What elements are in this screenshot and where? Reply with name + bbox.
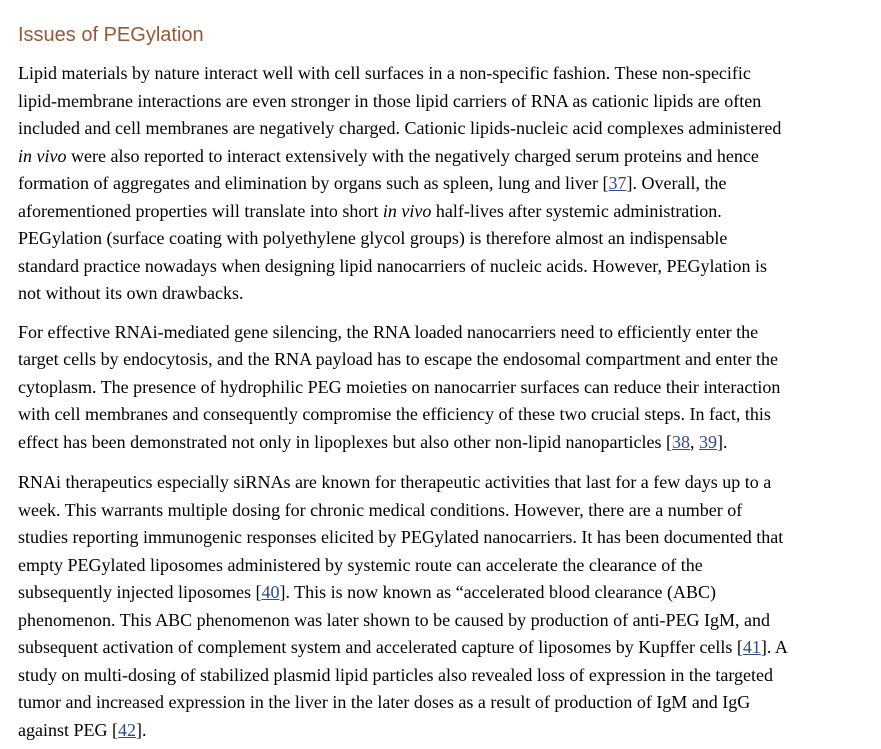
text-run: were also reported to interact extensively with the negatively charged serum proteins and hence — [66, 145, 759, 166]
citation-link-38[interactable]: 38 — [672, 431, 690, 452]
paragraph-3-line-2: week. This warrants multiple dosing for chronic medical conditions. However, there are a number of — [18, 499, 743, 520]
paragraph-1-line-1: Lipid materials by nature interact well with cell surfaces in a non-specific fashion. These non-specific — [18, 63, 751, 83]
paragraph-2-line-4: with cell membranes and consequently compromise the efficiency of these two crucial steps. In fact, this — [18, 404, 771, 424]
paragraph-2-line-2: target cells by endocytosis, and the RNA payload has to escape the endosomal compartment and enter the — [18, 349, 778, 369]
paragraph-1-line-2: lipid-membrane interactions are even stronger in those lipid carriers of RNA as cationic lipids are often — [18, 90, 762, 111]
paragraph-2-line-1: For effective RNAi-mediated gene silencing, the RNA loaded nanocarriers need to efficiently enter the — [18, 321, 759, 342]
citation-link-37[interactable]: 37 — [608, 173, 627, 193]
paragraph-2-line-5 — [18, 429, 878, 457]
text-run: ]. — [717, 431, 728, 452]
paragraph-3-line-3: studies reporting immunogenic responses elicited by PEGylated nanocarriers. It has been documented that — [18, 527, 784, 547]
italic-term: in vivo — [18, 145, 67, 166]
paragraph-2-line-3: cytoplasm. The presence of hydrophilic PEG moieties on nanocarrier surfaces can reduce their interaction — [18, 376, 781, 397]
paragraph-1-line-7: PEGylation (surface coating with polyethylene glycol groups) is therefore almost an indispensable — [18, 228, 728, 248]
citation-link-40[interactable]: 40 — [261, 582, 280, 602]
paragraph-3-line-6: phenomenon. This ABC phenomenon was later shown to be caused by production of anti-PEG IgM, and — [18, 609, 771, 630]
paragraph-1 — [18, 60, 878, 308]
citation-link-42[interactable]: 42 — [117, 719, 136, 740]
text-run: ]. Overall, the — [626, 173, 727, 193]
article-section — [18, 0, 878, 744]
text-run: against PEG [ — [18, 719, 118, 740]
paragraph-1-line-4 — [18, 143, 878, 171]
paragraph-3-line-1: RNAi therapeutics especially siRNAs are known for therapeutic activities that last for a few days up to a — [18, 472, 772, 492]
citation-link-41[interactable]: 41 — [742, 637, 761, 657]
paragraph-1-line-3: included and cell membranes are negatively charged. Cationic lipids-nucleic acid complexes administered — [18, 118, 782, 138]
paragraph-1-line-8: standard practice nowadays when designing lipid nanocarriers of nucleic acids. However, PEGylation is — [18, 255, 768, 276]
text-run: effect has been demonstrated not only in lipoplexes but also other non-lipid nanoparticles [ — [18, 431, 672, 452]
text-run: ]. This is now known as “accelerated blood clearance (ABC) — [279, 582, 716, 602]
paragraph-2 — [18, 319, 878, 457]
text-run: aforementioned properties will translate into short — [18, 200, 383, 221]
paragraph-3-line-7 — [18, 634, 878, 662]
paragraph-1-line-5 — [18, 170, 878, 198]
text-run: formation of aggregates and elimination by organs such as spleen, lung and liver [ — [18, 173, 609, 193]
text-run: subsequent activation of complement system and accelerated capture of liposomes by Kupffer cells [ — [18, 637, 743, 657]
paragraph-3-line-10 — [18, 717, 878, 745]
text-run: half-lives after systemic administration. — [431, 200, 722, 221]
section-title: Issues of PEGylation — [18, 24, 204, 46]
paragraph-1-line-6 — [18, 198, 878, 226]
text-run: , — [690, 431, 699, 452]
paragraph-1-line-9: not without its own drawbacks. — [18, 283, 244, 303]
paragraph-3-line-4: empty PEGylated liposomes administered by systemic route can accelerate the clearance of the — [18, 554, 703, 575]
paragraph-3 — [18, 469, 878, 744]
paragraph-3-line-5 — [18, 579, 878, 607]
italic-term: in vivo — [382, 200, 432, 221]
text-run: subsequently injected liposomes [ — [18, 582, 262, 602]
citation-link-39[interactable]: 39 — [699, 431, 717, 452]
paragraph-3-line-9: tumor and increased expression in the liver in the later doses as a result of production of IgM and IgG — [18, 692, 751, 712]
text-run: ]. A — [760, 637, 788, 657]
paragraph-3-line-8: study on multi-dosing of stabilized plasmid lipid particles also revealed loss of expression in the targeted — [18, 664, 774, 685]
text-run: ]. — [135, 719, 147, 740]
